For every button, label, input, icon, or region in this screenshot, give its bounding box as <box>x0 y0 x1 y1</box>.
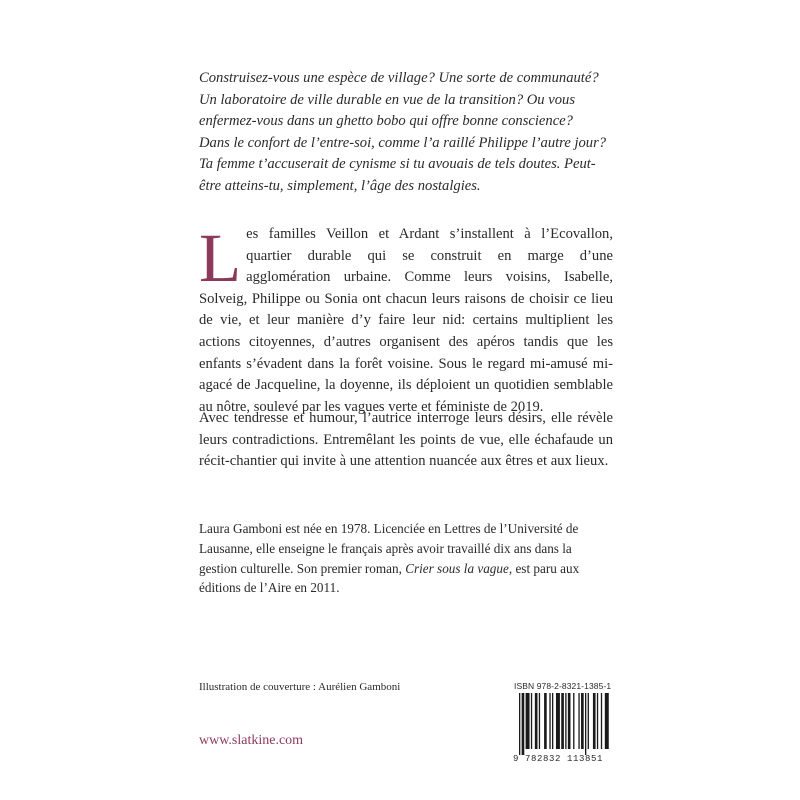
barcode-bar <box>549 693 550 749</box>
barcode-bar <box>539 693 540 749</box>
barcode-bar <box>585 693 586 755</box>
ean-digits: 9 782832 113851 <box>513 754 604 764</box>
barcode-bar <box>568 693 571 749</box>
cover-illustration-credit: Illustration de couverture : Aurélien Gamboni <box>199 681 401 693</box>
publisher-website-link[interactable]: www.slatkine.com <box>199 733 304 748</box>
isbn-label: ISBN 978-2-8321-1385-1 <box>514 681 612 691</box>
quote-line: Ta femme t’accuserait de cynisme si tu avouais de tels doutes. Peut- <box>199 156 596 173</box>
barcode-bar <box>522 693 525 755</box>
barcode-bar <box>526 693 530 749</box>
barcode-bar <box>556 693 560 749</box>
barcode-bar <box>535 693 538 749</box>
barcode-bar <box>588 693 589 749</box>
bio-line: gestion culturelle. Son premier roman, Crier sous la vague, est paru aux <box>199 560 580 576</box>
quote-line: Un laboratoire de ville durable en vue de la transition? Ou vous <box>199 91 576 108</box>
synopsis-paragraph <box>199 220 613 418</box>
barcode-bar <box>605 693 609 749</box>
quote-line: Dans le confort de l’entre-soi, comme l’a raillé Philippe l’autre jour? <box>199 134 607 151</box>
barcode <box>513 693 613 757</box>
novel-title: Crier sous la vague <box>405 560 509 576</box>
bio-line: Lausanne, elle enseigne le français après avoir travaillé dix ans dans la <box>199 540 572 556</box>
barcode-bar <box>519 693 520 755</box>
barcode-bar <box>531 693 532 749</box>
quote-line: être atteins-tu, simplement, l’âge des nostalgies. <box>199 177 481 194</box>
barcode-bar <box>573 693 574 749</box>
review-paragraph: Avec tendresse et humour, l’autrice interroge leurs désirs, elle révèle leurs contradictions. Entremêlant les points de vue, elle échafaude un récit-chantier qui invite à une attention nuancée aux êtres et aux lieux. <box>199 410 613 470</box>
drop-cap: L <box>199 220 242 296</box>
quote-line: Construisez-vous une espèce de village? Une sorte de communauté? <box>199 70 599 86</box>
barcode-bar <box>544 693 547 749</box>
bio-line: Laura Gamboni est née en 1978. Licenciée en Lettres de l’Université de <box>199 521 579 536</box>
barcode-bar <box>552 693 553 749</box>
isbn-barcode-block <box>513 681 613 764</box>
quote-line: enfermez-vous dans un ghetto bobo qui offre bonne conscience? <box>199 113 573 130</box>
author-bio <box>199 519 629 598</box>
barcode-bar <box>578 693 579 749</box>
barcode-bar <box>581 693 584 749</box>
bio-line: éditions de l’Aire en 2011. <box>199 580 340 596</box>
barcode-bar <box>561 693 564 749</box>
intro-quote <box>199 68 629 198</box>
barcode-bar <box>601 693 602 749</box>
synopsis-text: es familles Veillon et Ardant s’installent à l’Ecovallon, quartier durable qui se construit en marge d’une agglomération urbaine. Comme leurs voisins, Isabelle, Solveig, Philippe ou Sonia ont chacun leurs raisons de choisir ce lieu de vie, et leur manière d’y faire leur nid: certains multiplient les actions citoyennes, d’autres organisent des apéros tandis que les enfants s’évadent dans la forêt voisine. Sous le regard mi-amusé mi-agacé de Jacqueline, la doyenne, ils déploient un quotidien semblable au nôtre, soulevé par les vagues verte et féministe de 2019. <box>199 226 613 415</box>
barcode-bar <box>597 693 598 749</box>
barcode-bar <box>593 693 596 749</box>
barcode-bar <box>565 693 566 749</box>
